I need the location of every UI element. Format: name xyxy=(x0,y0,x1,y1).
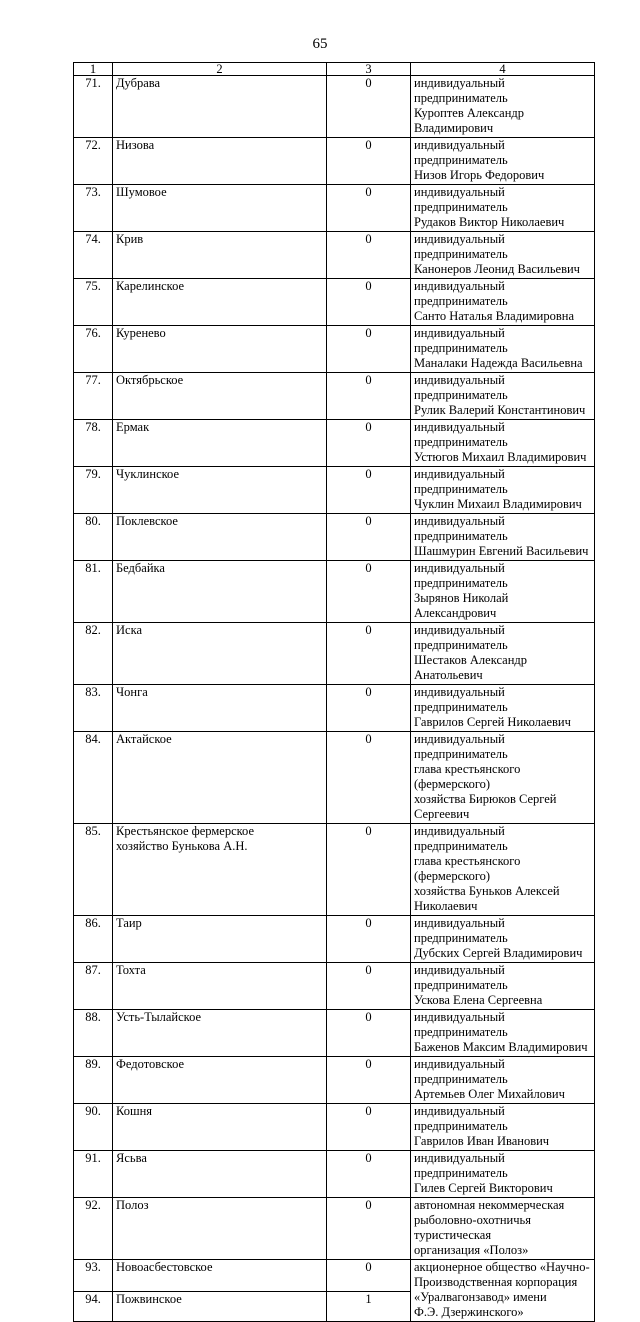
row-count: 1 xyxy=(327,1291,411,1321)
table-row xyxy=(74,1104,595,1151)
row-name: Иска xyxy=(113,623,327,685)
row-name: Федотовское xyxy=(113,1057,327,1104)
row-organization: индивидуальный предприниматель Гилев Сергей Викторович xyxy=(411,1151,595,1198)
row-count: 0 xyxy=(327,326,411,373)
table-row xyxy=(74,1057,595,1104)
row-name: Чуклинское xyxy=(113,467,327,514)
row-organization: индивидуальный предприниматель Артемьев Олег Михайлович xyxy=(411,1057,595,1104)
row-name: Бедбайка xyxy=(113,561,327,623)
row-count: 0 xyxy=(327,467,411,514)
row-organization: индивидуальный предприниматель Зырянов Николай Александрович xyxy=(411,561,595,623)
table-row xyxy=(74,685,595,732)
row-organization: индивидуальный предприниматель Канонеров Леонид Васильевич xyxy=(411,232,595,279)
header-cell-1: 1 xyxy=(74,63,113,76)
row-count: 0 xyxy=(327,732,411,824)
row-name: Ясьва xyxy=(113,1151,327,1198)
row-name: Пожвинское xyxy=(113,1291,327,1321)
table-row xyxy=(74,916,595,963)
row-name: Низова xyxy=(113,138,327,185)
row-name: Ермак xyxy=(113,420,327,467)
row-number: 72. xyxy=(74,138,113,185)
row-number: 81. xyxy=(74,561,113,623)
header-cell-3: 3 xyxy=(327,63,411,76)
row-organization: автономная некоммерческая рыболовно-охотничья туристическая организация «Полоз» xyxy=(411,1198,595,1260)
row-name: Новоасбестовское xyxy=(113,1260,327,1292)
row-organization: индивидуальный предприниматель Санто Наталья Владимировна xyxy=(411,279,595,326)
table-row xyxy=(74,279,595,326)
table-row xyxy=(74,185,595,232)
row-name: Актайское xyxy=(113,732,327,824)
row-organization: индивидуальный предприниматель Ускова Елена Сергеевна xyxy=(411,963,595,1010)
table-row xyxy=(74,1198,595,1260)
row-number: 76. xyxy=(74,326,113,373)
row-count: 0 xyxy=(327,1260,411,1292)
row-number: 75. xyxy=(74,279,113,326)
row-name: Крестьянское фермерское хозяйство Бунькова А.Н. xyxy=(113,824,327,916)
table-row xyxy=(74,623,595,685)
row-number: 92. xyxy=(74,1198,113,1260)
table-header-row xyxy=(74,63,595,76)
table-row xyxy=(74,232,595,279)
row-count: 0 xyxy=(327,561,411,623)
row-count: 0 xyxy=(327,685,411,732)
table-row xyxy=(74,824,595,916)
row-organization: индивидуальный предприниматель Дубских Сергей Владимирович xyxy=(411,916,595,963)
row-number: 86. xyxy=(74,916,113,963)
row-number: 84. xyxy=(74,732,113,824)
row-number: 77. xyxy=(74,373,113,420)
header-cell-2: 2 xyxy=(113,63,327,76)
row-name: Чонга xyxy=(113,685,327,732)
table-row xyxy=(74,1010,595,1057)
row-organization: индивидуальный предприниматель Шестаков Александр Анатольевич xyxy=(411,623,595,685)
table-row xyxy=(74,514,595,561)
row-number: 71. xyxy=(74,76,113,138)
row-organization: индивидуальный предприниматель глава крестьянского (фермерского) хозяйства Буньков Алексей Николаевич xyxy=(411,824,595,916)
row-count: 0 xyxy=(327,373,411,420)
row-number: 91. xyxy=(74,1151,113,1198)
row-name: Поклевское xyxy=(113,514,327,561)
header-cell-4: 4 xyxy=(411,63,595,76)
row-count: 0 xyxy=(327,963,411,1010)
table-row xyxy=(74,963,595,1010)
row-count: 0 xyxy=(327,76,411,138)
table-row xyxy=(74,326,595,373)
row-number: 87. xyxy=(74,963,113,1010)
table-row xyxy=(74,1260,595,1292)
row-organization: индивидуальный предприниматель Низов Игорь Федорович xyxy=(411,138,595,185)
row-name: Шумовое xyxy=(113,185,327,232)
row-organization: индивидуальный предприниматель глава крестьянского (фермерского) хозяйства Бирюков Сергей Сергеевич xyxy=(411,732,595,824)
row-name: Дубрава xyxy=(113,76,327,138)
row-count: 0 xyxy=(327,1010,411,1057)
table-row xyxy=(74,732,595,824)
row-number: 90. xyxy=(74,1104,113,1151)
row-number: 82. xyxy=(74,623,113,685)
row-name: Карелинское xyxy=(113,279,327,326)
page-number: 65 xyxy=(312,36,328,52)
row-name: Тохта xyxy=(113,963,327,1010)
row-number: 93. xyxy=(74,1260,113,1292)
row-count: 0 xyxy=(327,623,411,685)
row-organization: индивидуальный предприниматель Чуклин Михаил Владимирович xyxy=(411,467,595,514)
row-count: 0 xyxy=(327,185,411,232)
row-organization: индивидуальный предприниматель Шашмурин Евгений Васильевич xyxy=(411,514,595,561)
row-organization: индивидуальный предприниматель Гаврилов Иван Иванович xyxy=(411,1104,595,1151)
row-number: 94. xyxy=(74,1291,113,1321)
row-count: 0 xyxy=(327,279,411,326)
row-number: 73. xyxy=(74,185,113,232)
row-organization: индивидуальный предприниматель Рулик Валерий Константинович xyxy=(411,373,595,420)
table-row xyxy=(74,420,595,467)
row-number: 89. xyxy=(74,1057,113,1104)
row-name: Крив xyxy=(113,232,327,279)
row-name: Таир xyxy=(113,916,327,963)
row-count: 0 xyxy=(327,232,411,279)
row-name: Октябрьское xyxy=(113,373,327,420)
row-organization: индивидуальный предприниматель Гаврилов Сергей Николаевич xyxy=(411,685,595,732)
table-row xyxy=(74,1151,595,1198)
row-count: 0 xyxy=(327,1057,411,1104)
table-row xyxy=(74,373,595,420)
row-count: 0 xyxy=(327,138,411,185)
row-number: 80. xyxy=(74,514,113,561)
row-count: 0 xyxy=(327,916,411,963)
row-number: 74. xyxy=(74,232,113,279)
row-count: 0 xyxy=(327,514,411,561)
row-organization: индивидуальный предприниматель Маналаки Надежда Васильевна xyxy=(411,326,595,373)
row-count: 0 xyxy=(327,420,411,467)
row-name: Усть-Тылайское xyxy=(113,1010,327,1057)
row-organization: индивидуальный предприниматель Рудаков Виктор Николаевич xyxy=(411,185,595,232)
row-name: Куренево xyxy=(113,326,327,373)
row-count: 0 xyxy=(327,824,411,916)
row-number: 79. xyxy=(74,467,113,514)
row-organization: индивидуальный предприниматель Куроптев Александр Владимирович xyxy=(411,76,595,138)
row-number: 78. xyxy=(74,420,113,467)
table-row xyxy=(74,138,595,185)
row-name: Полоз xyxy=(113,1198,327,1260)
row-name: Кошня xyxy=(113,1104,327,1151)
row-count: 0 xyxy=(327,1198,411,1260)
row-organization: индивидуальный предприниматель Баженов Максим Владимирович xyxy=(411,1010,595,1057)
row-number: 83. xyxy=(74,685,113,732)
row-count: 0 xyxy=(327,1104,411,1151)
row-number: 85. xyxy=(74,824,113,916)
table-row xyxy=(74,467,595,514)
row-count: 0 xyxy=(327,1151,411,1198)
table-row xyxy=(74,76,595,138)
row-organization: индивидуальный предприниматель Устюгов Михаил Владимирович xyxy=(411,420,595,467)
row-organization: акционерное общество «Научно- Производственная корпорация «Уралвагонзавод» имени Ф.Э. Дзержинского» xyxy=(411,1260,595,1322)
row-number: 88. xyxy=(74,1010,113,1057)
table-row xyxy=(74,561,595,623)
data-table xyxy=(73,62,595,1322)
